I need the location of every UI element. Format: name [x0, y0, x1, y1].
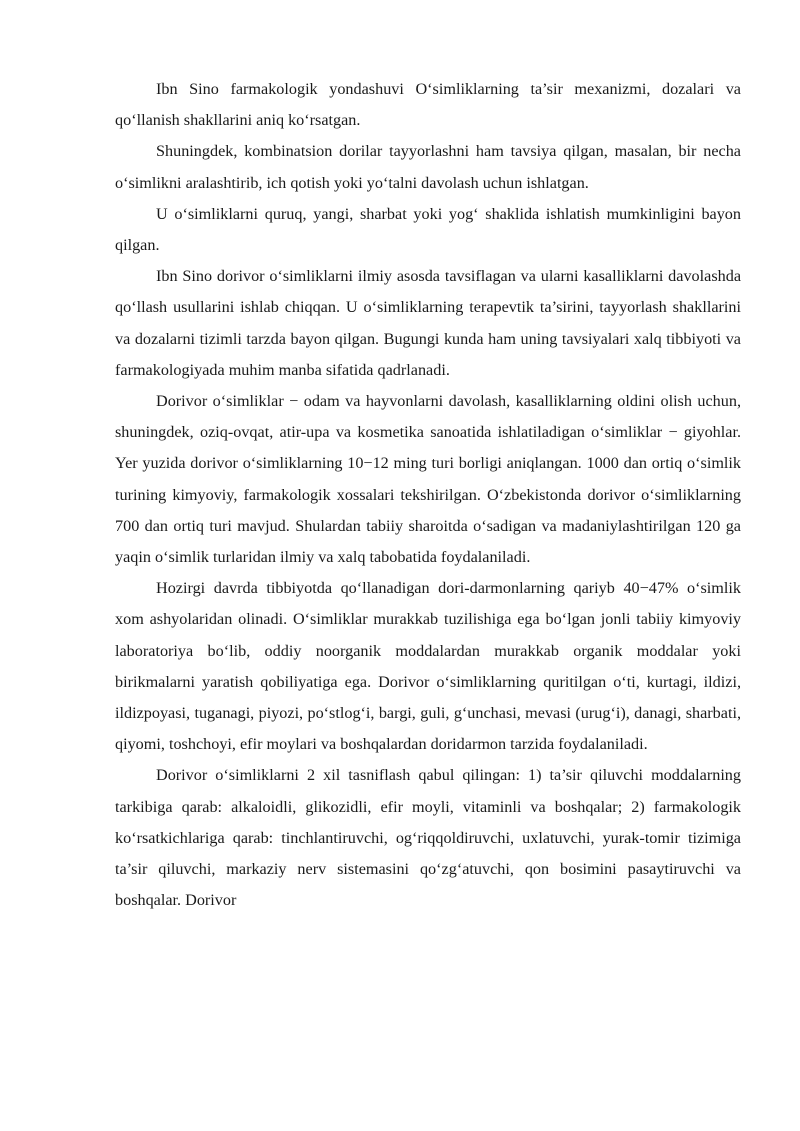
- paragraph-usage-forms: U o‘simliklarni quruq, yangi, sharbat yoki yog‘ shaklida ishlatish mumkinligini bayon qilgan.: [115, 204, 741, 255]
- paragraph-ibn-sino-approach: Ibn Sino farmakologik yondashuvi O‘simliklarning ta’sir mexanizmi, dozalari va qo‘llanish shakllarini aniq ko‘rsatgan.: [115, 80, 741, 130]
- document-page: [115, 74, 741, 916]
- paragraph-modern-medicine: Hozirgi davrda tibbiyotda qo‘llanadigan dori-darmonlarning qariyb 40−47% o‘simlik xom ashyolaridan olinadi. O‘simliklar murakkab tuzilishiga ega bo‘lgan jonli tabiiy kimyoviy laboratoriya bo‘lib, oddiy noorganik moddalardan murakkab organik moddalar yoki birikmalarni yaratish qobiliyatiga ega. Dorivor o‘simliklarning quritilgan o‘ti, kurtagi, ildizi, ildizpoyasi, tuganagi, piyozi, po‘stlog‘i, bargi, guli, g‘unchasi, mevasi (urug‘i), danagi, sharbati, qiyomi, toshchoyi, efir moylari va boshqalardan doridarmon tarzida foydalaniladi.: [115, 579, 741, 754]
- paragraph-medicinal-plants-definition: Dorivor o‘simliklar − odam va hayvonlarni davolash, kasalliklarning oldini olish uchun, shuningdek, oziq-ovqat, atir-upa va kosmetika sanoatida ishlatiladigan o‘simliklar − giyohlar. Yer yuzida dorivor o‘simliklarning 10−12 ming turi borligi aniqlangan. 1000 dan ortiq o‘simlik turining kimyoviy, farmakologik xossalari tekshirilgan. O‘zbekistonda dorivor o‘simliklarning 700 dan ortiq turi mavjud. Shulardan tabiiy sharoitda o‘sadigan va madaniylashtirilgan 120 ga yaqin o‘simlik turlaridan ilmiy va xalq tabobatida foydalaniladi.: [115, 392, 741, 567]
- paragraph-classification: Dorivor o‘simliklarni 2 xil tasniflash qabul qilingan: 1) ta’sir qiluvchi moddalarning tarkibiga qarab: alkaloidli, glikozidli, efir moyli, vitaminli va boshqalar; 2) farmakologik ko‘rsatkichlariga qarab: tinchlantiruvchi, og‘riqqoldiruvchi, uxlatuvchi, yurak-tomir tizimiga ta’sir qiluvchi, markaziy nerv sistemasini qo‘zg‘atuvchi, qon bosimini pasaytiruvchi va boshqalar. Dorivor: [115, 766, 741, 910]
- paragraph-combination-drugs: Shuningdek, kombinatsion dorilar tayyorlashni ham tavsiya qilgan, masalan, bir necha o‘simlikni aralashtirib, ich qotish yoki yo‘talni davolash uchun ishlatgan.: [115, 142, 741, 192]
- paragraph-scientific-basis: Ibn Sino dorivor o‘simliklarni ilmiy asosda tavsiflagan va ularni kasalliklarni davolashda qo‘llash usullarini ishlab chiqqan. U o‘simliklarning terapevtik ta’sirini, tayyorlash shakllarini va dozalarni tizimli tarzda bayon qilgan. Bugungi kunda ham uning tavsiyalari xalq tibbiyoti va farmakologiyada muhim manba sifatida qadrlanadi.: [115, 267, 741, 379]
